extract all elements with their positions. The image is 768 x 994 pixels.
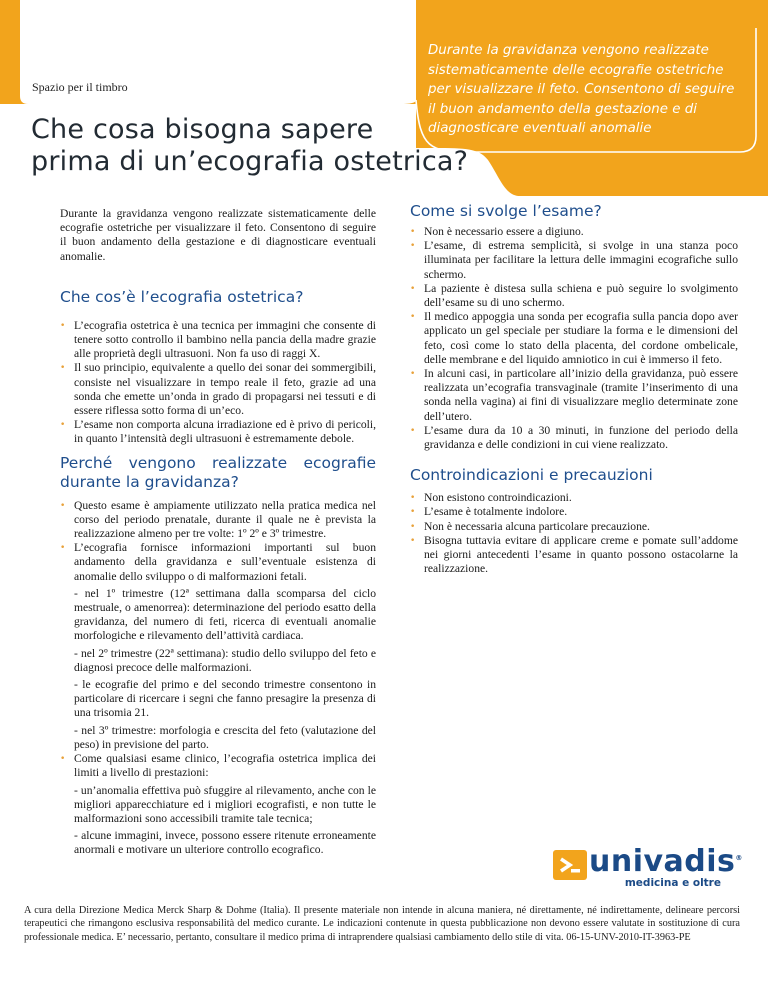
section-heading-how: Come si svolge l’esame?	[410, 202, 602, 220]
logo-wordmark: univadis®	[589, 844, 743, 879]
list-item: • Non esistono controindicazioni.	[410, 491, 572, 505]
list-item: • L’ecografia ostetrica è una tecnica per immagini che consente di tenere sotto controllo il bambino nella pancia della madre grazie alle proprietà degli ultrasuoni. Non fa uso di raggi X.	[60, 318, 376, 361]
footer-disclaimer: A cura della Direzione Medica Merck Sharp & Dohme (Italia). Il presente materiale non intende in alcuna maniera, né direttamente, né indirettamente, delineare percorsi terapeutici che rimangono esclusiva responsabilità del medico curante. Le indicazioni contenute in questa pubblicazione non devono essere valutate in sostituzione di cura professionale medica. E’ necessario, pertanto, consultare il medico prima di intraprendere qualsiasi cambiamento dello stile di vita. 06-15-UNV-2010-IT-3963-PE	[24, 905, 740, 943]
list-item: • L’esame non comporta alcuna irradiazione ed è privo di pericoli, in quanto l’intensità degli ultrasuoni è estremamente debole.	[60, 418, 376, 446]
list-item: • L’esame dura da 10 a 30 minuti, in funzione del periodo della gravidanza e delle condizioni in cui viene realizzato.	[410, 423, 738, 452]
sub-item: - nel 1º trimestre (12ª settimana dalla scomparsa del ciclo mestruale, o amenorrea): determinazione del periodo esatto della gravidanza, del numero di feti, ricerca di eventuali anomalie morfologiche e rilevamento dell’attività cardiaca.	[74, 586, 376, 643]
bullet-icon: •	[410, 521, 416, 532]
intro-paragraph: Durante la gravidanza vengono realizzate sistematicamente delle ecografie ostetriche per visualizzare il feto. Consentono di seguire il buon andamento della gestazione e di diagnosticare eventuali anomalie.	[60, 207, 376, 263]
page-title	[31, 114, 468, 178]
list-item: • Non è necessaria alcuna particolare precauzione.	[410, 519, 650, 533]
list-item: • In alcuni casi, in particolare all’inizio della gravidanza, può essere realizzata un’ecografia transvaginale (tramite l’inserimento di una sonda nella vagina) ai fini di visualizzare meglio determinate zone dell’utero.	[410, 367, 738, 423]
stamp-space-label: Spazio per il timbro	[32, 80, 128, 94]
title-line-2: prima di un’ecografia ostetrica?	[31, 146, 469, 177]
bullet-icon: •	[60, 420, 66, 431]
bullet-icon: •	[60, 363, 66, 374]
bullet-icon: •	[60, 500, 66, 511]
trademark-symbol: ®	[735, 854, 743, 862]
bullet-icon: •	[410, 241, 416, 252]
how-list	[410, 225, 738, 452]
list-item: • L’ecografia fornisce informazioni importanti sul buon andamento della gravidanza e sull’eventuale esistenza di anomalie dello sviluppo o di malformazioni fetali. - nel 1º trimestre (12ª settimana dalla scomparsa del ciclo mestruale, o amenorrea): determinazione del periodo esatto della gravidanza, del numero di feti, ricerca di eventuali anomalie morfologiche e rilevamento dell’attività cardiaca. - nel 2º trimestre (22ª settimana): studio dello sviluppo del feto e diagnosi precoce delle malformazioni. - le ecografie del primo e del secondo trimestre consentono in particolare di ricercare i segni che fanno presagire la presenza di una trisomia 21. - nel 3º trimestre: morfologia e crescita del feto (valutazione del peso) in previsione del parto.	[60, 541, 376, 751]
sub-item: - nel 2º trimestre (22ª settimana): studio dello sviluppo del feto e diagnosi precoce delle malformazioni.	[74, 646, 376, 674]
list-item: • Come qualsiasi esame clinico, l’ecografia ostetrica implica dei limiti a livello di prestazioni: - un’anomalia effettiva può sfuggire al rilevamento, anche con le migliori apparecchiature ed i migliori ecografisti, e non tutte le malformazioni sono accessibili tramite tale tecnica; - alcune immagini, invece, possono essere ritenute erroneamente anormali e motivare un ulteriore controllo ecografico.	[60, 752, 376, 857]
list-item: • Il medico appoggia una sonda per ecografia sulla pancia dopo aver applicato un gel speciale per studiare la forma e le dimensioni del feto, così come lo stato della placenta, del cordone ombelicale, delle membrane e del liquido amniotico in cui è immerso il feto.	[410, 310, 738, 366]
bullet-icon: •	[60, 543, 66, 554]
bullet-icon: •	[410, 369, 416, 380]
sub-item: - alcune immagini, invece, possono essere ritenute erroneamente anormali e motivare un ulteriore controllo ecografico.	[74, 829, 376, 857]
why-list	[60, 499, 376, 858]
list-item: • La paziente è distesa sulla schiena e può seguire lo svolgimento dell’esame su di uno schermo.	[410, 281, 738, 310]
header-banner	[0, 0, 768, 196]
sub-item: - un’anomalia effettiva può sfuggire al rilevamento, anche con le migliori apparecchiature ed i migliori ecografisti, e non tutte le malformazioni sono accessibili tramite tale tecnica;	[74, 783, 376, 825]
section-heading-why: Perché vengono realizzate ecografie durante la gravidanza?	[60, 453, 376, 491]
right-column	[410, 202, 738, 576]
sub-item: - le ecografie del primo e del secondo trimestre consentono in particolare di ricercare i segni che fanno presagire la presenza di una trisomia 21.	[74, 678, 376, 720]
bullet-icon: •	[60, 320, 66, 331]
list-item: • Il suo principio, equivalente a quello dei sonar dei sommergibili, consiste nel visualizzare in tempo reale il feto, grazie ad una sonda che emette un’onda in grado di propagarsi nei tessuti e di essere riflessa sotto forma di un’eco.	[60, 361, 376, 418]
bullet-icon: •	[410, 283, 416, 294]
bullet-icon: •	[410, 535, 416, 546]
logo-tagline: medicina e oltre	[624, 877, 721, 889]
left-column	[60, 207, 376, 858]
bullet-icon: •	[410, 425, 416, 436]
list-item: • Questo esame è ampiamente utilizzato nella pratica medica nel corso del periodo prenatale, durante il quale ne è prevista la realizzazione almeno per tre volte: 1º 2º e 3º trimestre.	[60, 498, 376, 541]
bullet-icon: •	[60, 754, 66, 765]
bullet-icon: •	[410, 493, 416, 504]
list-item: • Bisogna tuttavia evitare di applicare creme e pomate sull’addome nei giorni antecedenti l’esame in quanto possono ostacolarne la realizzazione.	[410, 533, 738, 576]
contraindications-list	[410, 491, 738, 576]
univadis-logo	[553, 844, 743, 889]
what-is-list	[60, 319, 376, 447]
bullet-icon: •	[410, 507, 416, 518]
section-heading-contraindications: Controindicazioni e precauzioni	[410, 466, 653, 485]
bullet-icon: •	[410, 227, 416, 237]
intro-highlight-text: Durante la gravidanza vengono realizzate sistematicamente delle ecografie ostetriche per visualizzare il feto. Consentono di seguire il buon andamento della gestazione e di diagnosticare eventuali anomalie	[428, 43, 735, 136]
sub-item: - nel 3º trimestre: morfologia e crescita del feto (valutazione del peso) in previsione del parto.	[74, 723, 376, 751]
list-item: • Non è necessario essere a digiuno.	[410, 225, 584, 238]
list-item: • L’esame, di estrema semplicità, si svolge in una stanza poco illuminata per facilitare la lettura delle immagini ecografiche sullo schermo.	[410, 239, 738, 281]
list-item: • L’esame è totalmente indolore.	[410, 505, 568, 519]
bullet-icon: •	[410, 312, 416, 323]
title-line-1: Che cosa bisogna sapere	[31, 114, 374, 145]
section-heading-what-is: Che cos’è l’ecografia ostetrica?	[60, 287, 304, 306]
arrow-logo-icon	[553, 850, 587, 880]
